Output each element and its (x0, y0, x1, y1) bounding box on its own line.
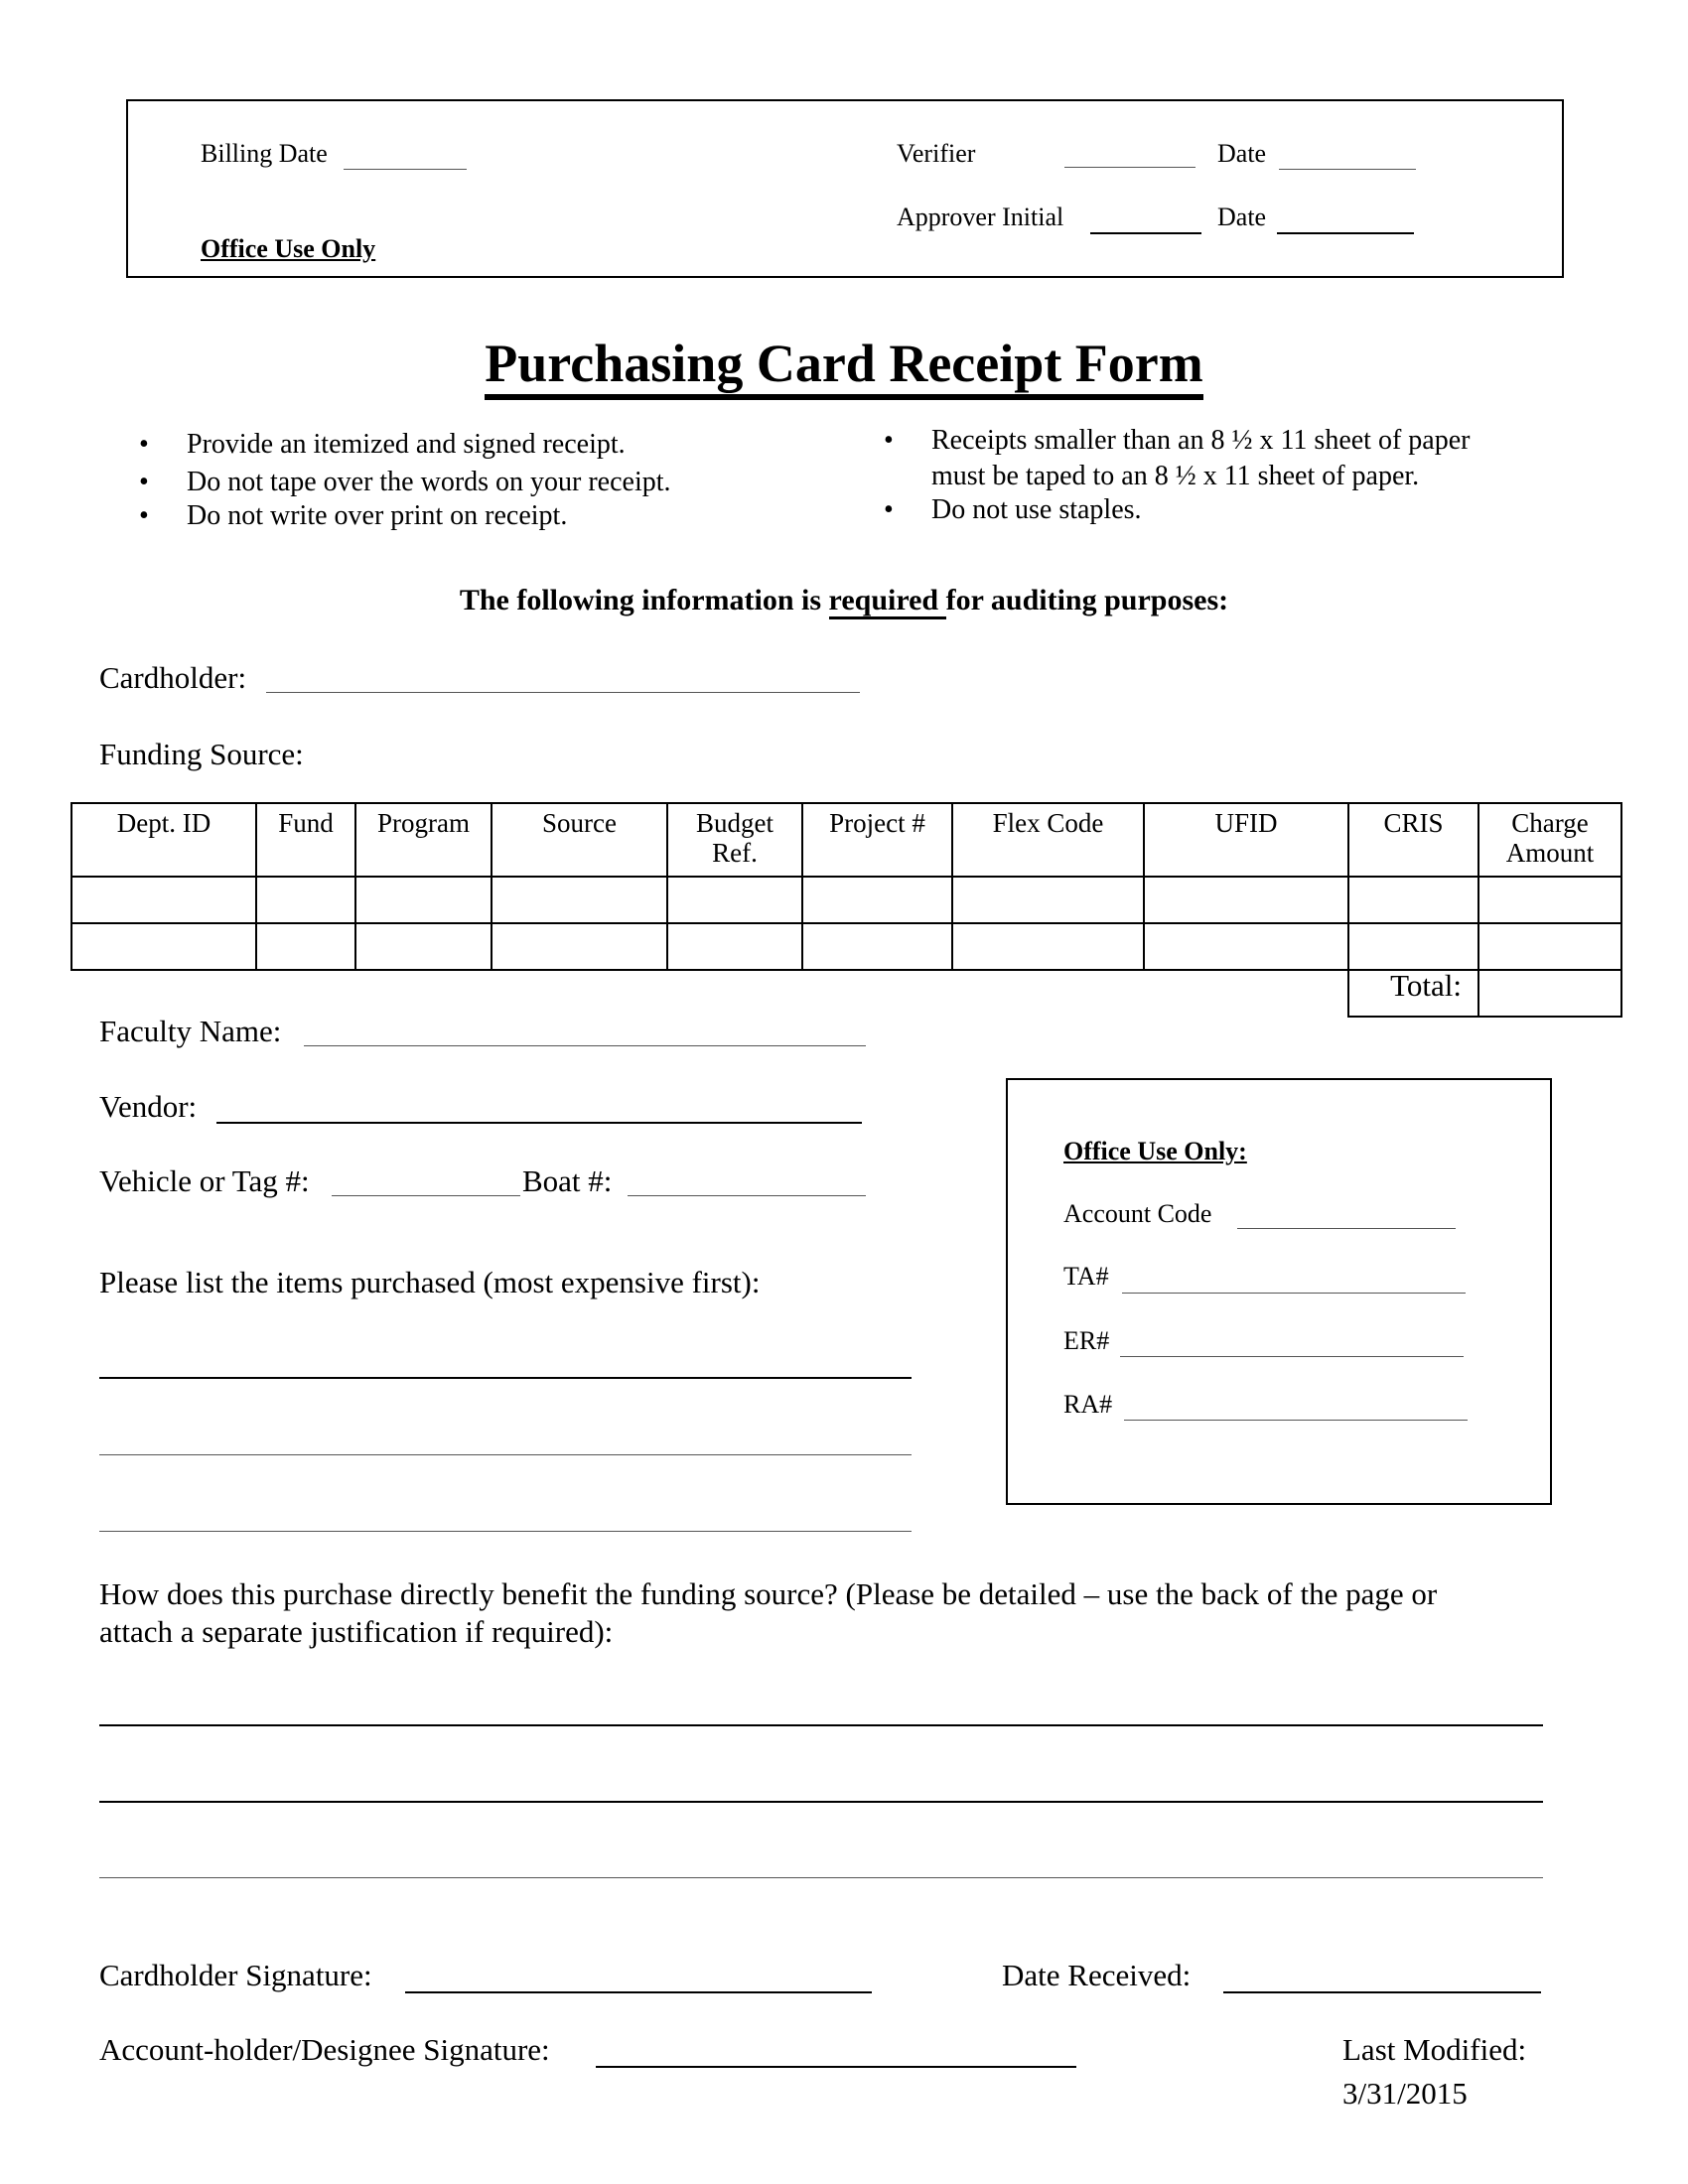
col-header-budget-ref: Budget Ref. (667, 803, 802, 877)
account-holder-signature-label: Account-holder/Designee Signature: (99, 2032, 550, 2067)
verifier-label: Verifier (897, 139, 976, 168)
col-header-source: Source (492, 803, 667, 877)
instructions-right: • Receipts smaller than an 8 ½ x 11 sheet of paper must be taped to an 8 ½ x 11 sheet of paper. • Do not use staples. (884, 423, 1579, 532)
table-cell[interactable] (1144, 877, 1348, 923)
table-cell[interactable] (256, 923, 355, 970)
table-cell[interactable] (256, 877, 355, 923)
ra-field[interactable] (1124, 1420, 1468, 1421)
col-header-dept-id: Dept. ID (71, 803, 256, 877)
page-title: Purchasing Card Receipt Form (0, 333, 1688, 394)
verifier-date-field[interactable] (1279, 169, 1416, 170)
er-field[interactable] (1120, 1356, 1464, 1357)
benefit-line-1[interactable] (99, 1724, 1543, 1726)
items-line-3[interactable] (99, 1531, 912, 1532)
total-label: Total: (1348, 970, 1478, 1017)
account-code-label: Account Code (1063, 1199, 1212, 1228)
items-line-2[interactable] (99, 1454, 912, 1455)
table-cell[interactable] (355, 923, 492, 970)
items-line-1[interactable] (99, 1377, 912, 1379)
items-purchased-label: Please list the items purchased (most expensive first): (99, 1265, 761, 1299)
table-cell[interactable] (667, 877, 802, 923)
billing-date-field[interactable] (344, 169, 467, 170)
instruction-item: Do not tape over the words on your receipt. (187, 467, 671, 497)
table-cell[interactable] (802, 923, 952, 970)
col-header-ufid: UFID (1144, 803, 1348, 877)
col-header-cris: CRIS (1348, 803, 1478, 877)
benefit-line-3[interactable] (99, 1877, 1543, 1878)
table-cell[interactable] (1478, 877, 1621, 923)
billing-date-label: Billing Date (201, 139, 328, 168)
table-cell[interactable] (802, 877, 952, 923)
instruction-item: Do not use staples. (931, 494, 1142, 525)
verifier-field[interactable] (1064, 167, 1196, 168)
cardholder-field[interactable] (266, 692, 860, 693)
vendor-label: Vendor: (99, 1089, 198, 1124)
instructions-left: • Provide an itemized and signed receipt. • Do not tape over the words on your receipt. • Do not write over print on receipt. (139, 427, 834, 536)
vehicle-tag-field[interactable] (332, 1195, 520, 1196)
approver-date-label: Date (1217, 203, 1267, 231)
benefit-question-line-1: How does this purchase directly benefit the funding source? (Please be detailed – use the back of the page or (99, 1576, 1438, 1611)
total-amount-cell[interactable] (1478, 970, 1621, 1017)
table-cell[interactable] (71, 923, 256, 970)
approver-initial-label: Approver Initial (897, 203, 1064, 231)
table-cell[interactable] (952, 877, 1144, 923)
col-header-fund: Fund (256, 803, 355, 877)
ta-field[interactable] (1122, 1293, 1466, 1294)
cardholder-label: Cardholder: (99, 660, 247, 695)
required-notice: The following information is required for auditing purposes: (0, 584, 1688, 617)
boat-field[interactable] (628, 1195, 866, 1196)
table-header-row (71, 803, 1621, 877)
col-header-program: Program (355, 803, 492, 877)
table-row (71, 877, 1621, 923)
benefit-line-2[interactable] (99, 1801, 1543, 1803)
vendor-field[interactable] (216, 1122, 862, 1124)
table-cell[interactable] (492, 923, 667, 970)
date-received-field[interactable] (1223, 1991, 1541, 1993)
faculty-name-label: Faculty Name: (99, 1014, 282, 1048)
er-label: ER# (1063, 1326, 1110, 1355)
account-holder-signature-field[interactable] (596, 2066, 1076, 2068)
funding-source-table (70, 802, 1622, 1018)
ra-label: RA# (1063, 1390, 1113, 1419)
last-modified-date: 3/31/2015 (1342, 2076, 1468, 2111)
office-use-only-label: Office Use Only (201, 234, 376, 263)
col-header-project: Project # (802, 803, 952, 877)
instruction-item: Provide an itemized and signed receipt. (187, 429, 626, 460)
ta-label: TA# (1063, 1262, 1109, 1291)
approver-date-field[interactable] (1277, 232, 1414, 234)
table-cell[interactable] (1348, 877, 1478, 923)
table-cell[interactable] (1144, 923, 1348, 970)
table-cell[interactable] (1478, 923, 1621, 970)
office-use-box-heading: Office Use Only: (1063, 1137, 1247, 1165)
verifier-date-label: Date (1217, 139, 1267, 168)
table-cell[interactable] (492, 877, 667, 923)
table-cell[interactable] (355, 877, 492, 923)
table-cell[interactable] (667, 923, 802, 970)
cardholder-signature-field[interactable] (405, 1991, 872, 1993)
faculty-name-field[interactable] (304, 1045, 866, 1046)
table-cell[interactable] (71, 877, 256, 923)
col-header-charge-amount: Charge Amount (1478, 803, 1621, 877)
table-row (71, 923, 1621, 970)
funding-source-label: Funding Source: (99, 737, 304, 771)
instruction-item: Do not write over print on receipt. (187, 500, 568, 531)
table-cell[interactable] (1348, 923, 1478, 970)
benefit-question-line-2: attach a separate justification if required): (99, 1614, 614, 1649)
instruction-item: Receipts smaller than an 8 ½ x 11 sheet of paper (931, 425, 1471, 456)
vehicle-tag-label: Vehicle or Tag #: (99, 1163, 310, 1198)
total-row (71, 970, 1621, 1017)
col-header-flex-code: Flex Code (952, 803, 1144, 877)
date-received-label: Date Received: (1002, 1958, 1192, 1992)
instruction-item: must be taped to an 8 ½ x 11 sheet of paper. (931, 461, 1420, 491)
boat-label: Boat #: (522, 1163, 613, 1198)
table-cell[interactable] (952, 923, 1144, 970)
approver-initial-field[interactable] (1090, 232, 1201, 234)
cardholder-signature-label: Cardholder Signature: (99, 1958, 372, 1992)
account-code-field[interactable] (1237, 1228, 1456, 1229)
last-modified-label: Last Modified: (1342, 2032, 1527, 2067)
